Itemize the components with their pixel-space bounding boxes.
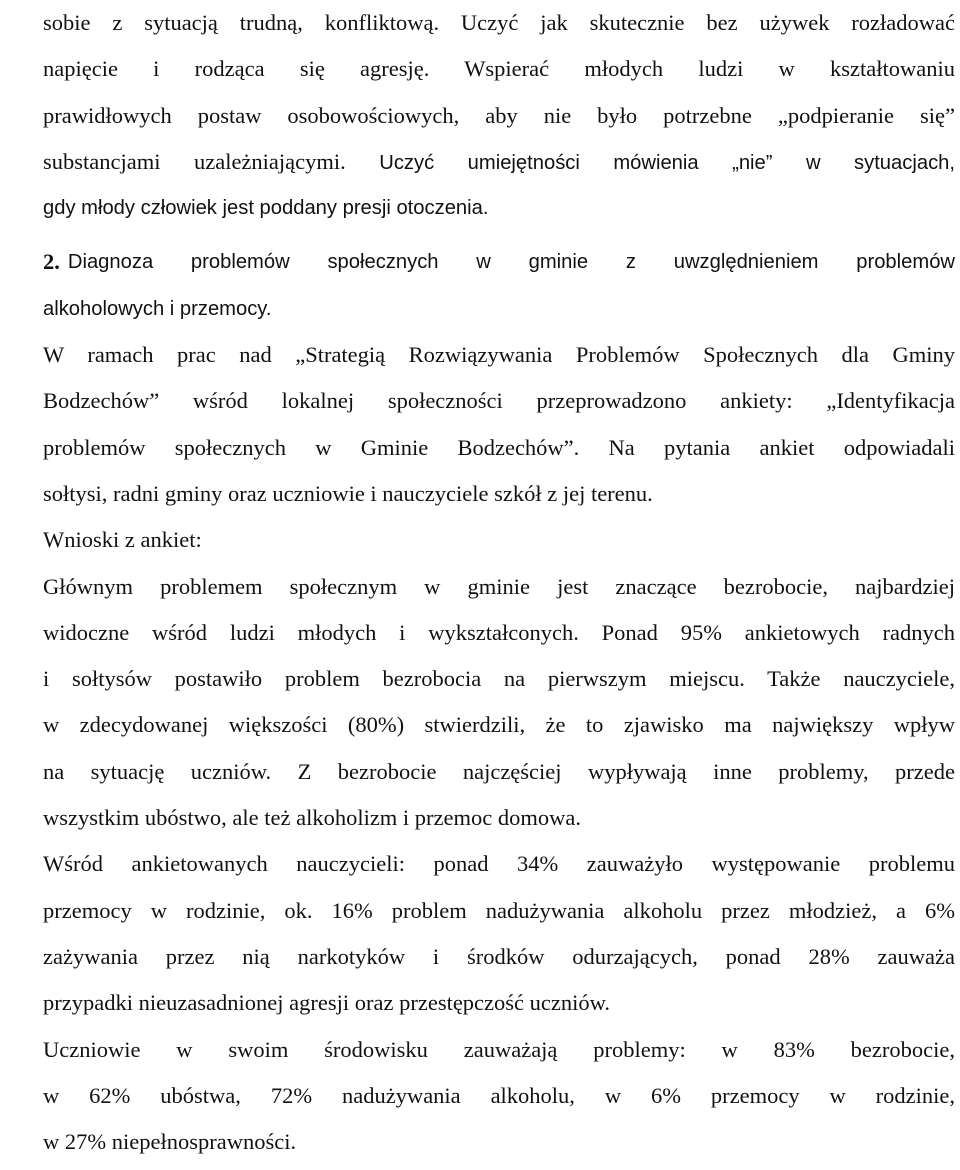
spacer: [43, 231, 955, 239]
paragraph-conclusions-label: [43, 517, 955, 563]
text-line: zażywania przez nią narkotyków i środków odurzających, ponad 28% zauważa: [43, 943, 955, 969]
paragraph-teachers: [43, 841, 955, 1026]
text-line: prawidłowych postaw osobowościowych, aby nie było potrzebne „podpieranie się”: [43, 102, 955, 128]
section-title: Diagnoza problemów społecznych w gminie z uwzględnieniem problemów: [67, 251, 955, 274]
text-line: sobie z sytuacją trudną, konfliktową. Uczyć jak skutecznie bez używek rozładować: [43, 10, 955, 35]
text-line: przypadki nieuzasadnionej agresji oraz przestępczość uczniów.: [43, 990, 611, 1016]
section-title-continued: alkoholowych i przemocy.: [43, 297, 272, 320]
text-line: w 27% niepełnosprawności.: [43, 1129, 297, 1155]
text-line: W ramach prac nad „Strategią Rozwiązywania Problemów Społecznych dla Gminy: [43, 342, 955, 368]
section-number: 2.: [43, 249, 60, 275]
text-line: sołtysi, radni gminy oraz uczniowie i nauczyciele szkół z jej terenu.: [43, 480, 653, 506]
text-line: na sytuację uczniów. Z bezrobocie najczęściej wypływają inne problemy, przede: [43, 758, 955, 784]
text-line: gdy młody człowiek jest poddany presji otoczenia.: [43, 197, 489, 220]
text-line: Wśród ankietowanych nauczycieli: ponad 34% zauważyło występowanie problemu: [43, 851, 955, 877]
paragraph-strategy: [43, 332, 955, 517]
paragraph-intro: [43, 0, 955, 231]
text-line: w zdecydowanej większości (80%) stwierdzili, że to zjawisko ma największy wpływ: [43, 712, 955, 738]
section-heading-line: [43, 239, 955, 285]
document-page: [43, 0, 955, 1165]
text-line: Bodzechów” wśród lokalnej społeczności przeprowadzono ankiety: „Identyfikacja: [43, 388, 955, 414]
section-heading: [43, 239, 955, 332]
text-line: Wnioski z ankiet:: [43, 527, 202, 553]
paragraph-unemployment: [43, 564, 955, 842]
text-line: przemocy w rodzinie, ok. 16% problem nadużywania alkoholu przez młodzież, a 6%: [43, 897, 955, 923]
text-segment-sans: Uczyć umiejętności mówienia „nie” w sytuacjach,: [345, 151, 955, 174]
text-line: problemów społecznych w Gminie Bodzechów”. Na pytania ankiet odpowiadali: [43, 434, 955, 460]
text-line: napięcie i rodząca się agresję. Wspierać młodych ludzi w kształtowaniu: [43, 56, 955, 82]
text-line: i sołtysów postawiło problem bezrobocia na pierwszym miejscu. Także nauczyciele,: [43, 666, 955, 692]
paragraph-students: [43, 1027, 955, 1166]
text-segment: substancjami uzależniającymi.: [43, 148, 346, 174]
text-line: Uczniowie w swoim środowisku zauważają problemy: w 83% bezrobocie,: [43, 1036, 955, 1062]
text-line: w 62% ubóstwa, 72% nadużywania alkoholu, w 6% przemocy w rodzinie,: [43, 1082, 955, 1108]
text-line: wszystkim ubóstwo, ale też alkoholizm i przemoc domowa.: [43, 805, 582, 831]
text-line-mixed: [43, 139, 955, 185]
text-line: Głównym problemem społecznym w gminie jest znaczące bezrobocie, najbardziej: [43, 573, 955, 599]
text-line: widoczne wśród ludzi młodych i wykształconych. Ponad 95% ankietowych radnych: [43, 619, 955, 645]
